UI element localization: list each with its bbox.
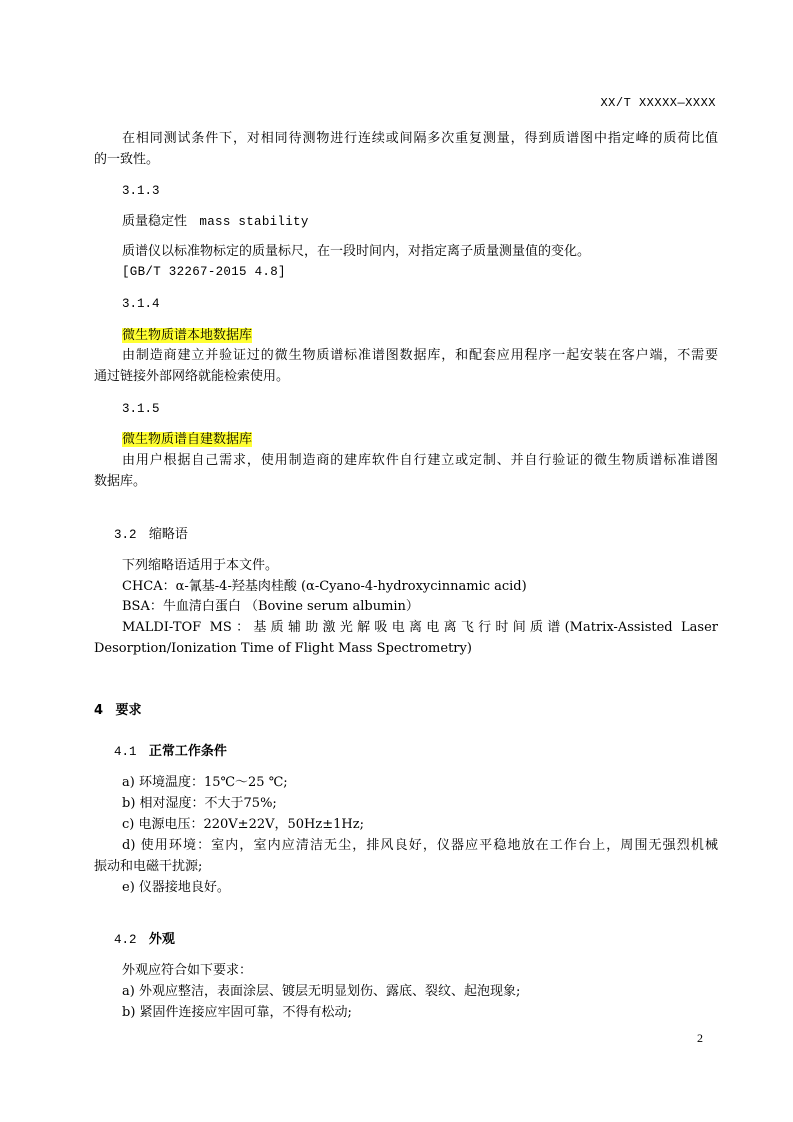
abbreviation-item: Desorption/Ionization Time of Flight Mass Spectrometry) bbox=[94, 641, 472, 656]
highlighted-term: 微生物质谱自建数据库 bbox=[122, 432, 253, 447]
paragraph-line: 在相同测试条件下，对相同待测物进行连续或间隔多次重复测量，得到质谱图中指定峰的质荷比值 bbox=[122, 131, 718, 146]
highlighted-term: 微生物质谱本地数据库 bbox=[122, 328, 253, 343]
document-header-code: XX/T XXXXX—XXXX bbox=[600, 96, 716, 110]
definition-line: 质谱仪以标准物标定的质量标尺，在一段时间内，对指定离子质量测量值的变化。 bbox=[122, 244, 591, 259]
term-entry bbox=[122, 325, 718, 346]
term-en: mass stability bbox=[199, 215, 309, 229]
list-item: c) 电源电压：220V±22V，50Hz±1Hz; bbox=[122, 817, 364, 832]
definition-line: 数据库。 bbox=[94, 474, 147, 489]
term-entry bbox=[122, 211, 718, 233]
list-item: a) 外观应整洁，表面涂层、镀层无明显划伤、露底、裂纹、起泡现象; bbox=[122, 984, 521, 999]
term-entry bbox=[122, 429, 718, 450]
clause-number: 3.1.3 bbox=[122, 184, 160, 198]
clause-number: 3.1.4 bbox=[122, 297, 160, 311]
page-number: 2 bbox=[697, 1031, 703, 1045]
list-item: d) 使用环境：室内，室内应清洁无尘，排风良好，仪器应平稳地放在工作台上，周围无强烈机械 bbox=[122, 838, 718, 853]
list-item: a) 环境温度：15℃～25 ℃; bbox=[122, 775, 288, 790]
clause-number: 3.1.5 bbox=[122, 402, 160, 416]
section-heading: 3.2 缩略语 bbox=[114, 527, 188, 542]
list-item: b) 相对湿度：不大于75%; bbox=[122, 796, 277, 811]
chapter-heading: 4 要求 bbox=[94, 703, 142, 718]
definition-line: 由制造商建立并验证过的微生物质谱标准谱图数据库，和配套应用程序一起安装在客户端，不需要 bbox=[122, 348, 718, 363]
abbreviation-item: CHCA：α-氰基-4-羟基肉桂酸 (α-Cyano-4-hydroxycinnamic acid) bbox=[122, 579, 527, 594]
reference: [GB/T 32267-2015 4.8] bbox=[122, 265, 286, 279]
paragraph-line: 下列缩略语适用于本文件。 bbox=[122, 558, 279, 573]
paragraph-line: 的一致性。 bbox=[94, 152, 160, 167]
abbreviation-item: BSA：牛血清白蛋白 （Bovine serum albumin） bbox=[122, 599, 419, 614]
abbreviation-item: MALDI-TOF MS：基质辅助激光解吸电离电离飞行时间质谱(Matrix-Assisted Laser bbox=[122, 620, 718, 635]
term-cn: 质量稳定性 bbox=[122, 214, 188, 229]
list-item: b) 紧固件连接应牢固可靠，不得有松动; bbox=[122, 1005, 352, 1020]
section-heading: 4.2 外观 bbox=[114, 932, 175, 947]
definition-line: 通过链接外部网络就能检索使用。 bbox=[94, 369, 290, 384]
list-item: e) 仪器接地良好。 bbox=[122, 880, 230, 895]
paragraph-line: 外观应符合如下要求： bbox=[122, 963, 253, 978]
definition-line: 由用户根据自己需求，使用制造商的建库软件自行建立或定制、并自行验证的微生物质谱标准谱图 bbox=[122, 453, 718, 468]
section-heading: 4.1 正常工作条件 bbox=[114, 744, 227, 759]
list-item: 振动和电磁干扰源; bbox=[94, 859, 203, 874]
